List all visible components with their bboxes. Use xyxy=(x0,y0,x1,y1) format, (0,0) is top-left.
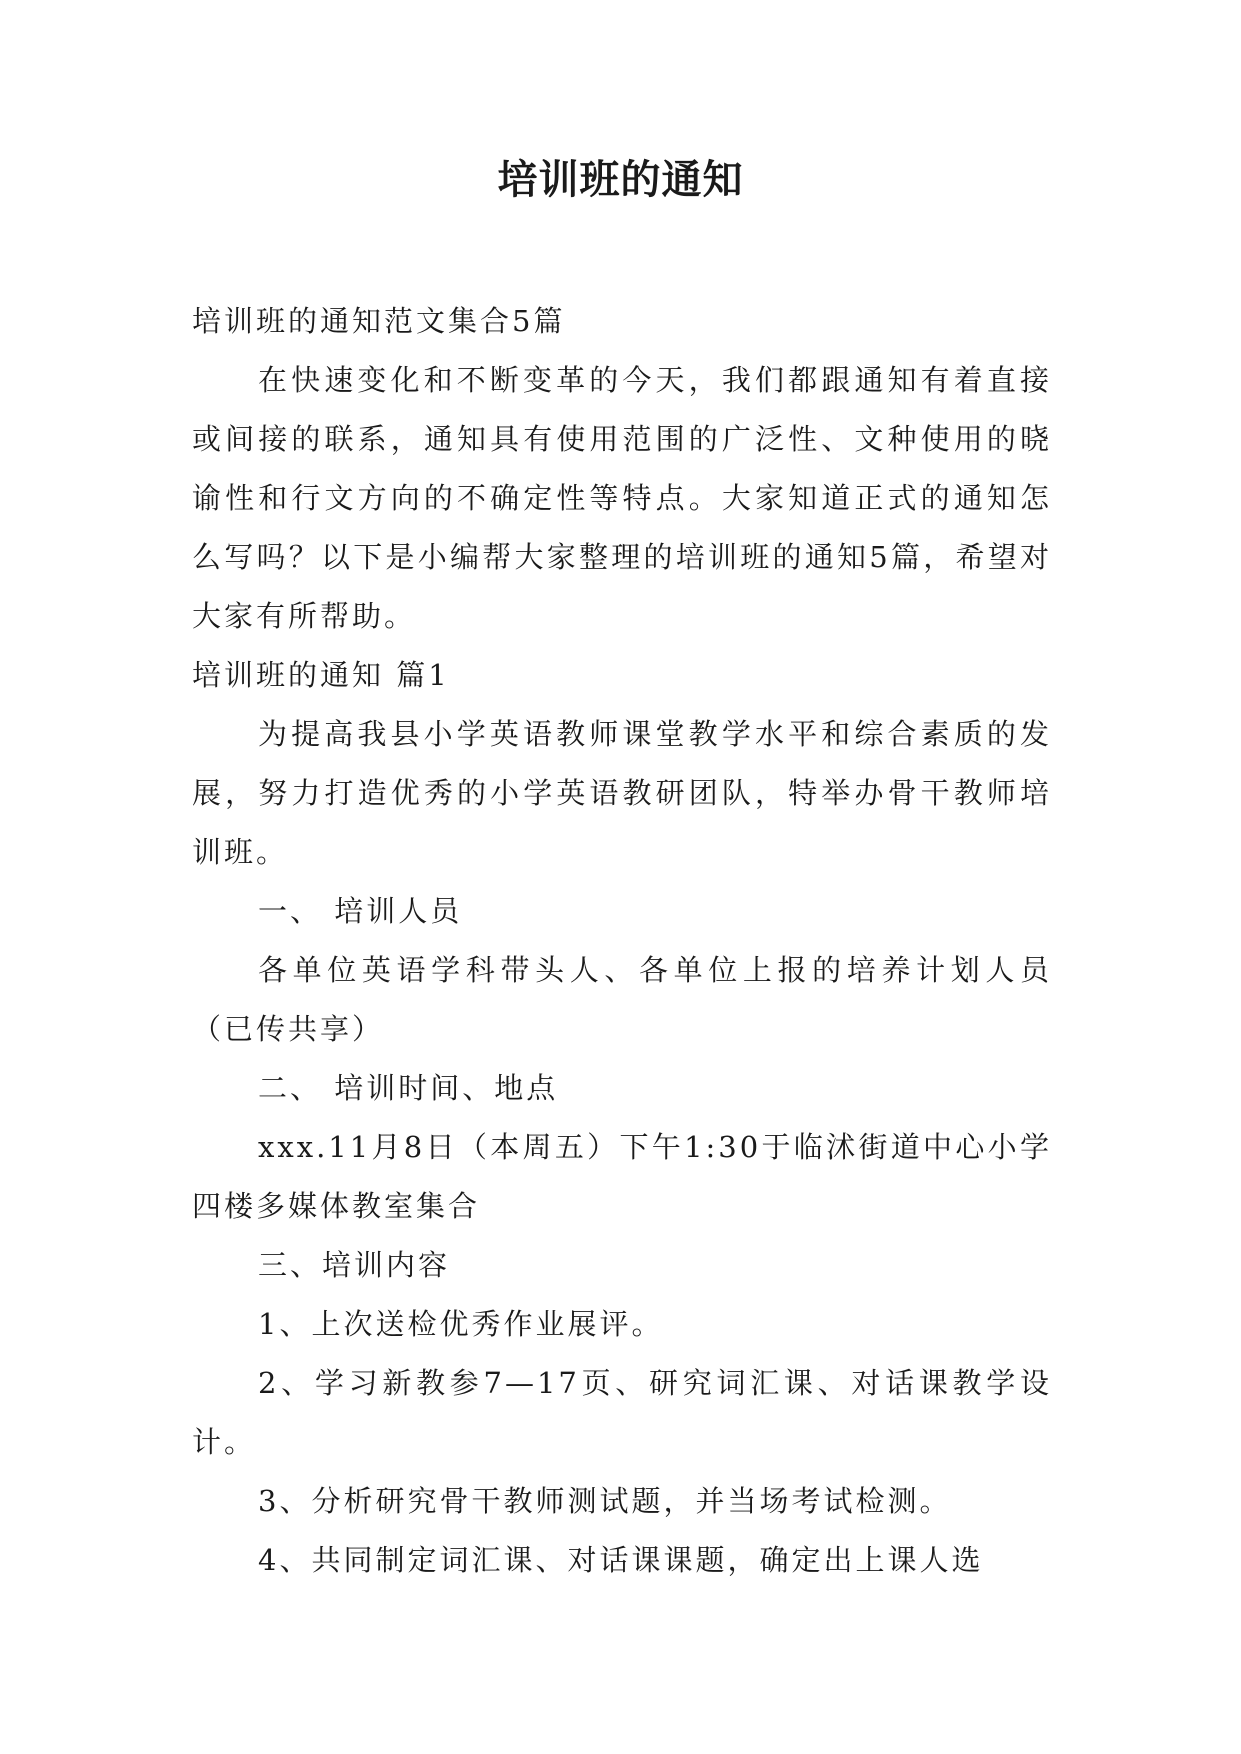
paragraph-purpose: 为提高我县小学英语教师课堂教学水平和综合素质的发展，努力打造优秀的小学英语教研团队，特举办骨干教师培训班。 xyxy=(192,717,1052,869)
paragraph-personnel: 各单位英语学科带头人、各单位上报的培养计划人员（已传共享） xyxy=(192,953,1052,1046)
content-item-4: 4、共同制定词汇课、对话课课题，确定出上课人选 xyxy=(258,1543,984,1577)
content-item-1: 1、上次送检优秀作业展评。 xyxy=(258,1307,664,1341)
item-heading-time-place: 二、 培训时间、地点 xyxy=(258,1071,559,1105)
document-title: 培训班的通知 xyxy=(497,157,744,203)
content-item-3: 3、分析研究骨干教师测试题，并当场考试检测。 xyxy=(258,1484,952,1518)
content-item-2: 2、学习新教参7—17页、研究词汇课、对话课教学设计。 xyxy=(192,1366,1052,1459)
document-body xyxy=(192,292,1052,1590)
paragraph-time-place: xxx.11月8日（本周五）下午1:30于临沭街道中心小学四楼多媒体教室集合 xyxy=(192,1130,1052,1223)
item-heading-personnel: 一、 培训人员 xyxy=(258,894,463,928)
item-heading-content: 三、培训内容 xyxy=(258,1248,451,1282)
section-heading: 培训班的通知 篇1 xyxy=(192,658,450,692)
paragraph-intro: 在快速变化和不断变革的今天，我们都跟通知有着直接或间接的联系，通知具有使用范围的广泛性、文种使用的晓谕性和行文方向的不确定性等特点。大家知道正式的通知怎么写吗？以下是小编帮大家整理的培训班的通知5篇，希望对大家有所帮助。 xyxy=(192,363,1052,633)
paragraph-subtitle: 培训班的通知范文集合5篇 xyxy=(192,304,566,338)
